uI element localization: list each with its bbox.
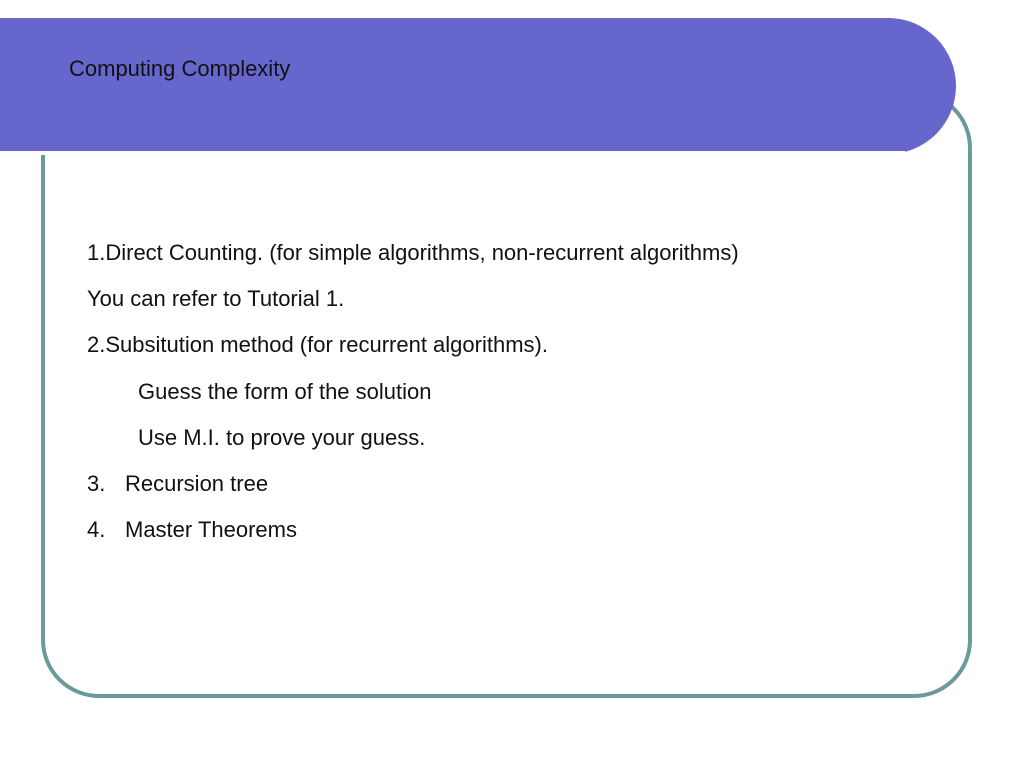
- slide-title: Computing Complexity: [69, 56, 291, 81]
- list-item-number: 3.: [87, 470, 106, 496]
- list-item-text: Recursion tree: [125, 470, 269, 496]
- content-line-direct-counting: 1.Direct Counting. (for simple algorithms, non-recurrent algorithms): [87, 240, 739, 265]
- content-line-use-mi: Use M.I. to prove your guess.: [138, 424, 426, 450]
- banner-divider: [0, 151, 905, 155]
- content-line-substitution-method: 2.Subsitution method (for recurrent algorithms).: [87, 332, 548, 358]
- list-item-master-theorems: [87, 515, 947, 561]
- list-item-recursion-tree: [87, 469, 947, 515]
- list-item-text: Master Theorems: [125, 517, 297, 543]
- content-line-guess-form: Guess the form of the solution: [138, 378, 432, 404]
- slide-content: [87, 238, 947, 561]
- content-line-tutorial-reference: You can refer to Tutorial 1.: [87, 286, 345, 312]
- title-banner: [0, 18, 956, 154]
- list-item-number: 4.: [87, 517, 106, 543]
